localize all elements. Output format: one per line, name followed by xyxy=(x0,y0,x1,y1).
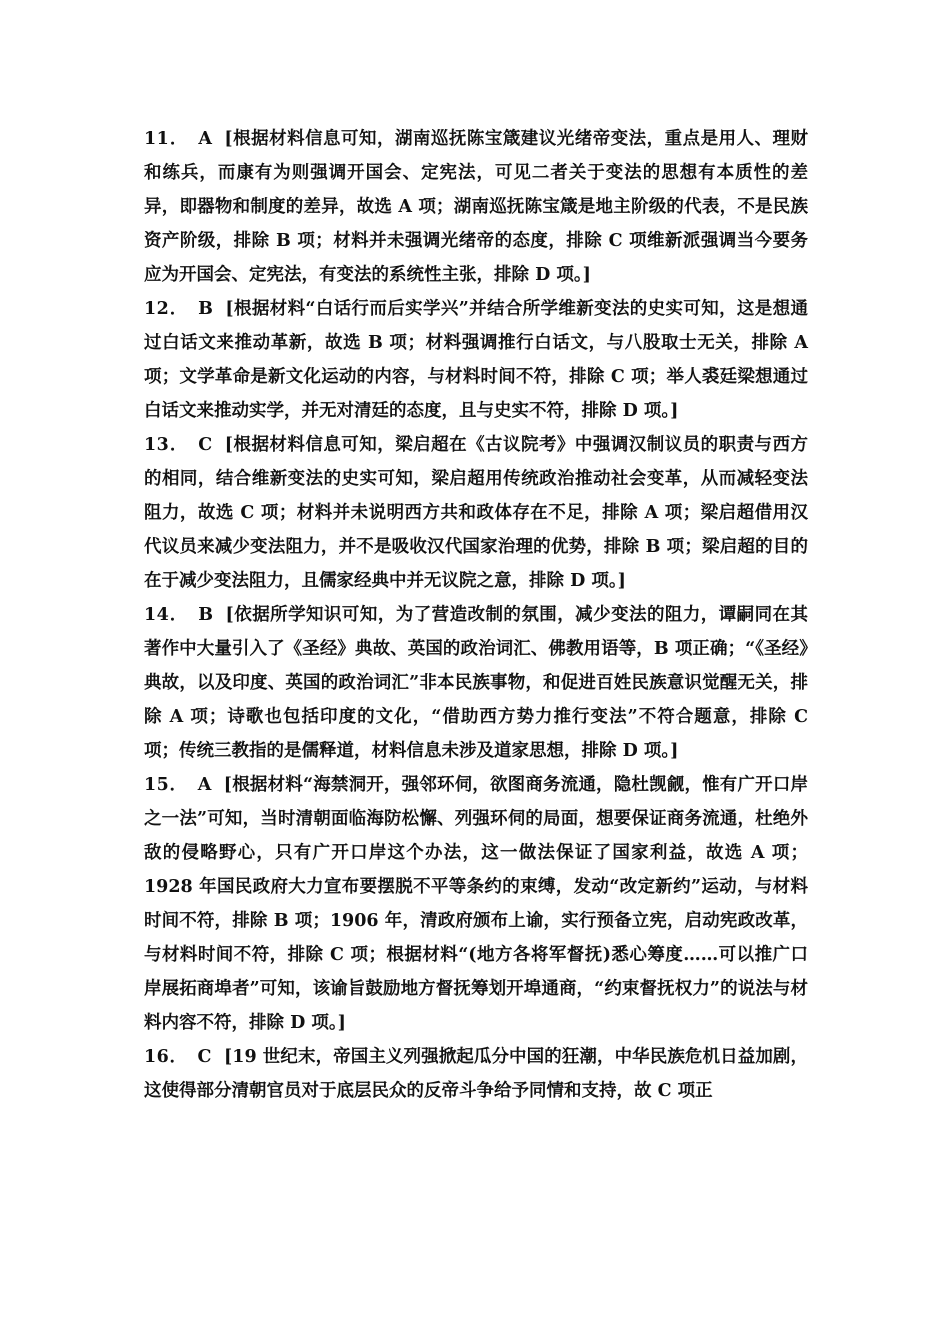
answer-explanation: [依据所学知识可知，为了营造改制的氛围，减少变法的阻力，谭嗣同在其著作中大量引入了《圣经》典故、英国的政治词汇、佛教用语等，B 项正确；“《圣经》典故，以及印度、英国的政治词汇”非本民族事物，和促进百姓民族意识觉醒无关，排除 A 项；诗歌也包括印度的文化，“借助西方势力推行变法”不符合题意，排除 C 项；传统三教指的是儒释道，材料信息未涉及道家思想，排除 D 项。] xyxy=(144,605,809,761)
answer-explanation: [19 世纪末，帝国主义列强掀起瓜分中国的狂潮，中华民族危机日益加剧，这使得部分清朝官员对于底层民众的反帝斗争给予同情和支持，故 C 项正 xyxy=(144,1047,808,1101)
answer-choice: C xyxy=(198,435,213,455)
answer-explanation: [根据材料“白话行而后实学兴”并结合所学维新变法的史实可知，这是想通过白话文来推动革新，故选 B 项；材料强调推行白话文，与八股取士无关，排除 A 项；文学革命是新文化运动的内容，与材料时间不符，排除 C 项；举人裘廷梁想通过白话文来推动实学，并无对清廷的态度，且与史实不符，排除 D 项。] xyxy=(144,299,808,421)
answer-12 xyxy=(144,292,808,428)
answer-13 xyxy=(144,428,808,598)
answer-choice: A xyxy=(197,775,212,795)
answer-explanation: [根据材料信息可知，湖南巡抚陈宝箴建议光绪帝变法，重点是用人、理财和练兵，而康有为则强调开国会、定宪法，可见二者关于变法的思想有本质性的差异，即器物和制度的差异，故选 A 项；湖南巡抚陈宝箴是地主阶级的代表，不是民族资产阶级，排除 B 项；材料并未强调光绪帝的态度，排除 C 项维新派强调当今要务应为开国会、定宪法，有变法的系统性主张，排除 D 项。] xyxy=(144,129,808,285)
answer-15 xyxy=(144,768,808,1040)
answer-choice: B xyxy=(198,605,214,625)
answer-choice: B xyxy=(198,299,214,319)
question-number: 16． xyxy=(144,1047,188,1067)
answer-choice: A xyxy=(198,129,213,149)
question-number: 11． xyxy=(144,129,189,149)
answer-16 xyxy=(144,1040,808,1108)
answer-explanation: [根据材料信息可知，梁启超在《古议院考》中强调汉制议员的职责与西方的相同，结合维新变法的史实可知，梁启超用传统政治推动社会变革，从而减轻变法阻力，故选 C 项；材料并未说明西方共和政体存在不足，排除 A 项；梁启超借用汉代议员来减少变法阻力，并不是吸收汉代国家治理的优势，排除 B 项；梁启超的目的在于减少变法阻力，且儒家经典中并无议院之意，排除 D 项。] xyxy=(144,435,808,591)
question-number: 13． xyxy=(144,435,189,455)
answer-choice: C xyxy=(197,1047,212,1067)
answer-explanations xyxy=(144,122,808,1108)
answer-11 xyxy=(144,122,808,292)
question-number: 14． xyxy=(144,605,189,625)
question-number: 15． xyxy=(144,775,188,795)
answer-explanation: [根据材料“海禁洞开，强邻环伺，欲图商务流通，隐杜觊觎，惟有广开口岸之一法”可知，当时清朝面临海防松懈、列强环伺的局面，想要保证商务流通，杜绝外敌的侵略野心，只有广开口岸这个办法，这一做法保证了国家利益，故选 A 项；1928 年国民政府大力宣布要摆脱不平等条约的束缚，发动“改定新约”运动，与材料时间不符，排除 B 项；1906 年，清政府颁布上谕，实行预备立宪，启动宪政改革，与材料时间不符，排除 C 项；根据材料“(地方各将军督抚)悉心筹度……可以推广口岸展拓商埠者”可知，该谕旨鼓励地方督抚筹划开埠通商，“约束督抚权力”的说法与材料内容不符，排除 D 项。] xyxy=(144,775,809,1033)
answer-14 xyxy=(144,598,808,768)
question-number: 12． xyxy=(144,299,189,319)
